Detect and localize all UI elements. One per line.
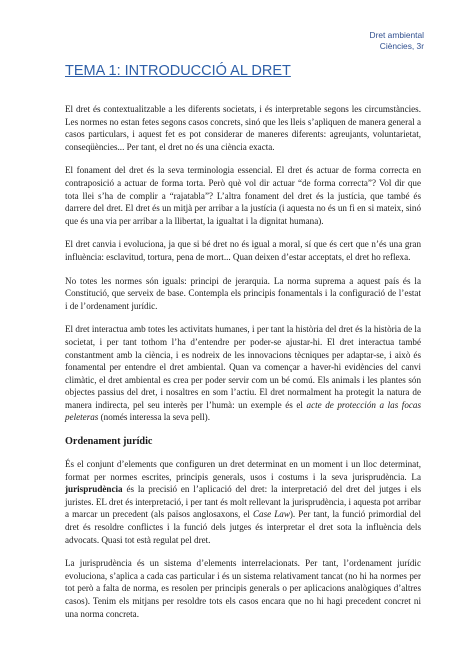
paragraph-6-b: és la precisió en l’aplicació del dret: la interpretació del dret del jutges i els juristes. EL dret és interpretació, i per tant és molt rellevant la jurisprudència, i aquesta pot arribar a marcar un precedent (als països anglosaxons, el	[65, 484, 422, 520]
course-name: Dret ambiental	[369, 30, 424, 40]
paragraph-1: El dret és contextualitzable a les diferents societats, i és interpretable segons les circumstàncies. Les normes no estan fetes segons casos concrets, sinó que les lleis s’apliquen de manera general a casos particulars, i aquest fet es pot considerar de maneres diferents: agreujants, voluntarietat, conseqüències... Per tant, el dret no és una ciència exacta.	[65, 104, 421, 152]
paragraph-6-c: ). Per tant, la funció primordial del dret és resoldre conflictes i la funció dels jutges és interpretar el dret sota la influència dels advocats. Quasi tot està regulat pel dret.	[65, 509, 421, 545]
paragraph-6-italic: Case Law	[252, 509, 290, 520]
paragraph-5-text: El dret interactua amb totes les activitats humanes, i per tant la història del dret és la història de la societat, i per tant tothom l’ha d’entendre per poder-se ajustar-hi. El dret interactua també constantment amb la ciència, i es nodreix de les innovacions tècniques per adaptar-se, i això és fonamental per entendre el dret ambiental. Quan va començar a haver-hi evidències del canvi climàtic, el dret ambiental es crea per poder servir com un bé comú. Els animals i les plantes són objectes passius del dret, i nosaltres en som l’actiu. El dret normalment ha protegit la natura de manera indirecta, pel seu interès per l’humà: un exemple és el	[65, 324, 421, 410]
paragraph-2: El fonament del dret és la seva terminologia essencial. El dret és actuar de forma correcta en contraposició a actuar de forma torta. Però què vol dir actuar “de forma correcta”? Vol dir que tota llei s’ha de complir a “rajatabla”? L’altra fonament del dret és la justícia, que també és darrere del dret. El dret és un mitjà per arribar a la justícia (i aquesta no és un fi en si mateix, sinó que és una via per arribar a la llibertat, la igualtat i la dignitat humana).	[65, 165, 421, 226]
course-group: Ciències, 3r	[379, 41, 424, 51]
paragraph-7: La jurisprudència és un sistema d’elements interrelacionats. Per tant, l’ordenament jurídic evoluciona, s’aplica a cada cas particular i és un sistema relativament tancat (no hi ha normes per tot però a falta de norma, es resolen per principis generals o per aplicacions analògiques d’altres casos). Tenim els mitjans per resoldre tots els casos encara que no hi hagi precedent concret ni una norma concreta.	[65, 558, 421, 619]
page-header	[370, 30, 424, 52]
paragraph-4: No totes les normes són iguals: principi de jerarquia. La norma suprema a aquest país és la Constitució, que serveix de base. Contempla els principis fonamentals i la configuració de l’estat i de l’ordenament jurídic.	[65, 275, 421, 311]
paragraph-6-bold: jurisprudència	[65, 484, 123, 495]
paragraph-6-a: És el conjunt d’elements que configuren un dret determinat en un moment i un lloc determinat, format per normes escrites, principis generals, usos i costums i la seva jurisprudència. La	[65, 459, 421, 482]
paragraph-3: El dret canvia i evoluciona, ja que si bé dret no és igual a moral, sí que és cert que n’és una gran influència: esclavitud, tortura, pena de mort... Quan deixen d’estar acceptats, el dret ho reflexa.	[65, 239, 421, 262]
paragraph-5-tail: (només interessa la seva pell).	[100, 412, 210, 423]
document-title: TEMA 1: INTRODUCCIÓ AL DRET	[65, 63, 291, 79]
paragraph-6	[65, 458, 421, 546]
document-body	[65, 103, 421, 631]
paragraph-5	[65, 323, 421, 424]
paragraph-5-italic: acte de protección a las focas peleteras	[65, 399, 421, 423]
section-heading: Ordenament jurídic	[65, 436, 153, 448]
